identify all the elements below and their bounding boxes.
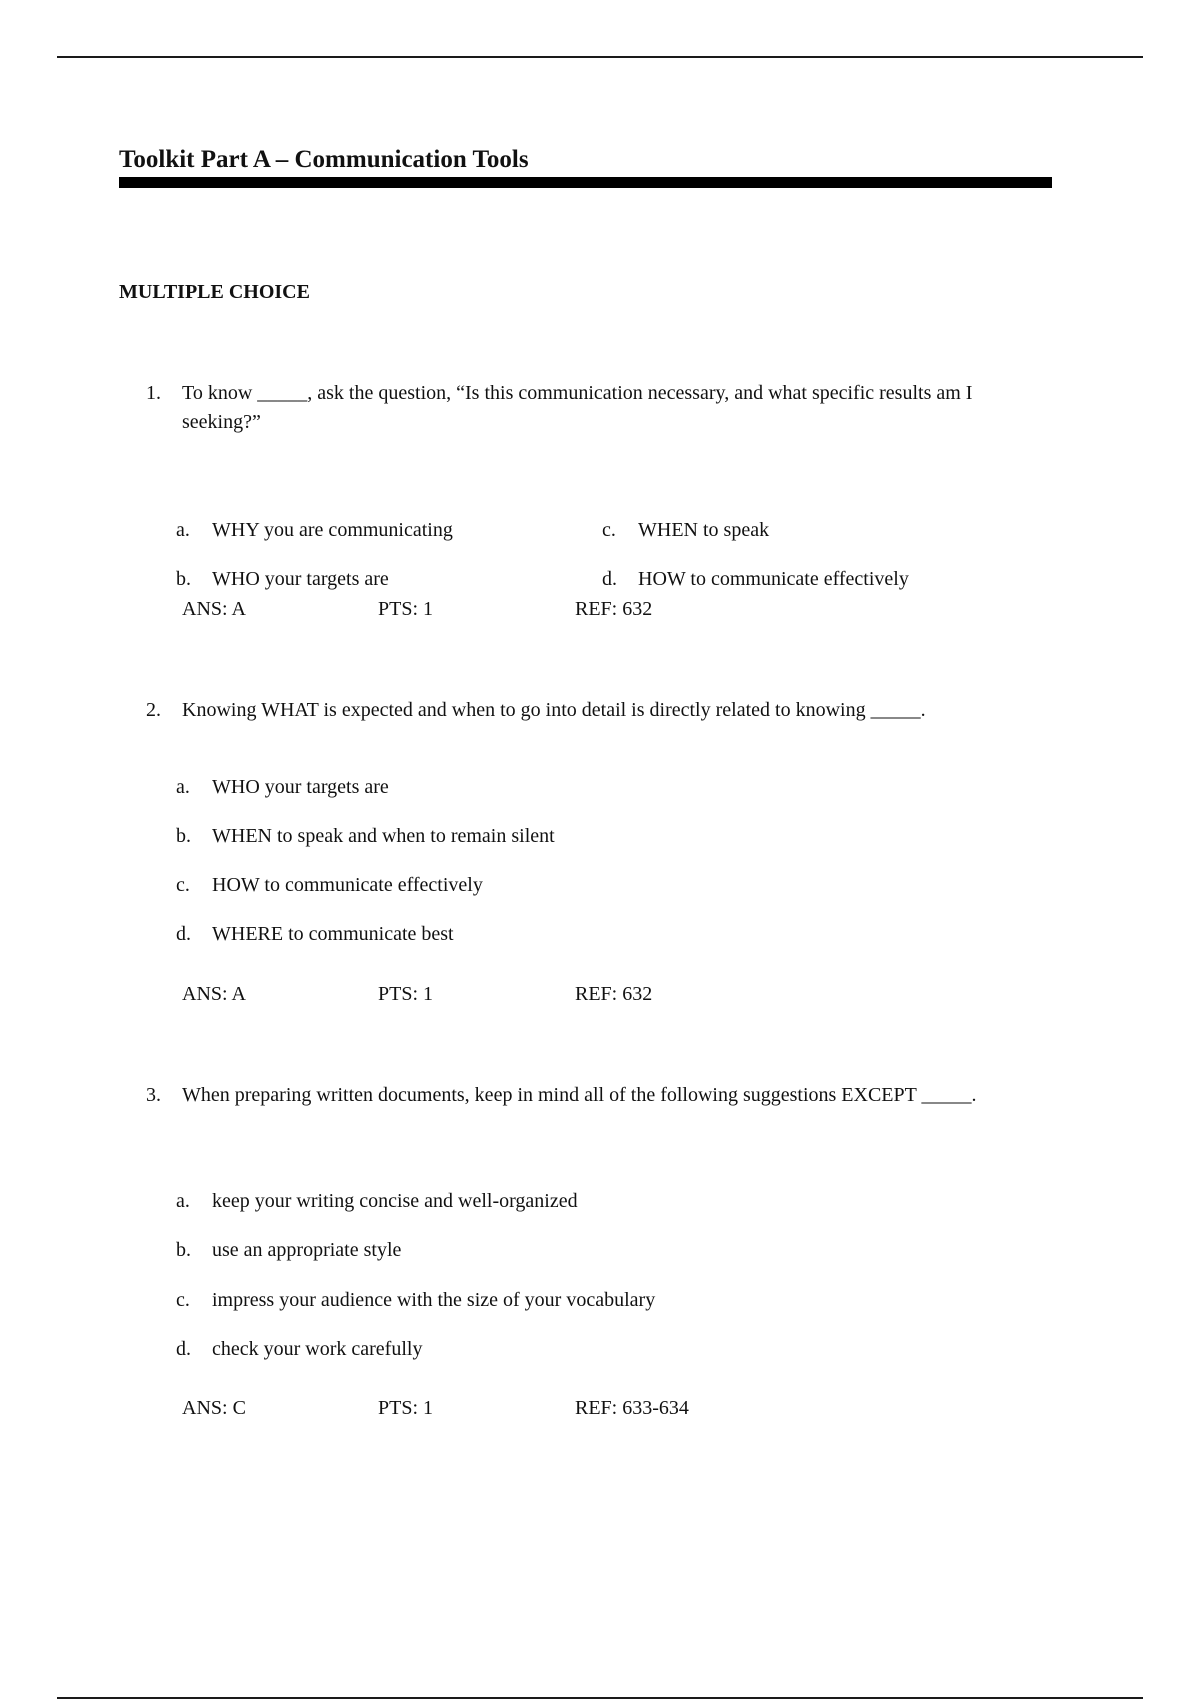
question-2 bbox=[146, 696, 1056, 1005]
question-text: Knowing WHAT is expected and when to go into detail is directly related to knowing _____. bbox=[182, 699, 926, 721]
points: PTS: 1 bbox=[378, 983, 434, 1005]
option-text: WHY you are communicating bbox=[212, 519, 453, 541]
bottom-rule bbox=[57, 1697, 1143, 1699]
question-stem bbox=[146, 696, 1056, 725]
option-a bbox=[176, 1189, 578, 1213]
option-c bbox=[176, 873, 483, 897]
option-letter: b. bbox=[176, 1239, 191, 1261]
option-b bbox=[176, 1238, 401, 1262]
question-1 bbox=[146, 379, 1056, 620]
option-d bbox=[176, 922, 454, 946]
reference: REF: 632 bbox=[575, 598, 653, 620]
section-heading: MULTIPLE CHOICE bbox=[119, 281, 310, 303]
option-d bbox=[176, 1337, 422, 1361]
option-letter: d. bbox=[602, 568, 617, 590]
option-text: HOW to communicate effectively bbox=[638, 568, 909, 590]
option-c bbox=[602, 518, 769, 542]
question-stem bbox=[146, 1081, 1056, 1110]
question-stem bbox=[146, 379, 1056, 437]
reference: REF: 632 bbox=[575, 983, 653, 1005]
option-text: WHO your targets are bbox=[212, 776, 389, 798]
option-a bbox=[176, 775, 389, 799]
option-b bbox=[176, 824, 555, 848]
option-letter: d. bbox=[176, 923, 191, 945]
option-letter: c. bbox=[176, 1289, 190, 1311]
option-letter: a. bbox=[176, 519, 190, 541]
title-underline-bar bbox=[119, 177, 1052, 188]
option-letter: d. bbox=[176, 1338, 191, 1360]
option-letter: b. bbox=[176, 825, 191, 847]
document-title: Toolkit Part A – Communication Tools bbox=[119, 146, 529, 173]
option-letter: a. bbox=[176, 776, 190, 798]
reference: REF: 633-634 bbox=[575, 1397, 689, 1419]
option-letter: a. bbox=[176, 1190, 190, 1212]
option-text: WHEN to speak and when to remain silent bbox=[212, 825, 555, 847]
points: PTS: 1 bbox=[378, 598, 434, 620]
question-number: 2. bbox=[146, 699, 161, 721]
option-text: WHO your targets are bbox=[212, 568, 389, 590]
option-b bbox=[176, 567, 389, 591]
question-number: 1. bbox=[146, 382, 161, 404]
option-text: WHERE to communicate best bbox=[212, 923, 454, 945]
option-a bbox=[176, 518, 453, 542]
option-text: HOW to communicate effectively bbox=[212, 874, 483, 896]
question-number: 3. bbox=[146, 1084, 161, 1106]
option-text: WHEN to speak bbox=[638, 519, 770, 541]
question-3 bbox=[146, 1081, 1056, 1419]
option-letter: c. bbox=[176, 874, 190, 896]
option-d bbox=[602, 567, 909, 591]
option-c bbox=[176, 1288, 655, 1312]
top-rule bbox=[57, 56, 1143, 58]
answer-key: ANS: A bbox=[182, 983, 246, 1005]
option-text: check your work carefully bbox=[212, 1338, 423, 1360]
option-text: impress your audience with the size of your vocabulary bbox=[212, 1289, 656, 1311]
answer-key: ANS: A bbox=[182, 598, 246, 620]
answer-key: ANS: C bbox=[182, 1397, 246, 1419]
option-letter: b. bbox=[176, 568, 191, 590]
question-text: To know _____, ask the question, “Is this communication necessary, and what specific results am I seeking?” bbox=[182, 382, 973, 433]
option-text: keep your writing concise and well-organized bbox=[212, 1190, 578, 1212]
option-text: use an appropriate style bbox=[212, 1239, 402, 1261]
option-letter: c. bbox=[602, 519, 616, 541]
points: PTS: 1 bbox=[378, 1397, 434, 1419]
question-text: When preparing written documents, keep in mind all of the following suggestions EXCEPT _____. bbox=[182, 1084, 977, 1106]
